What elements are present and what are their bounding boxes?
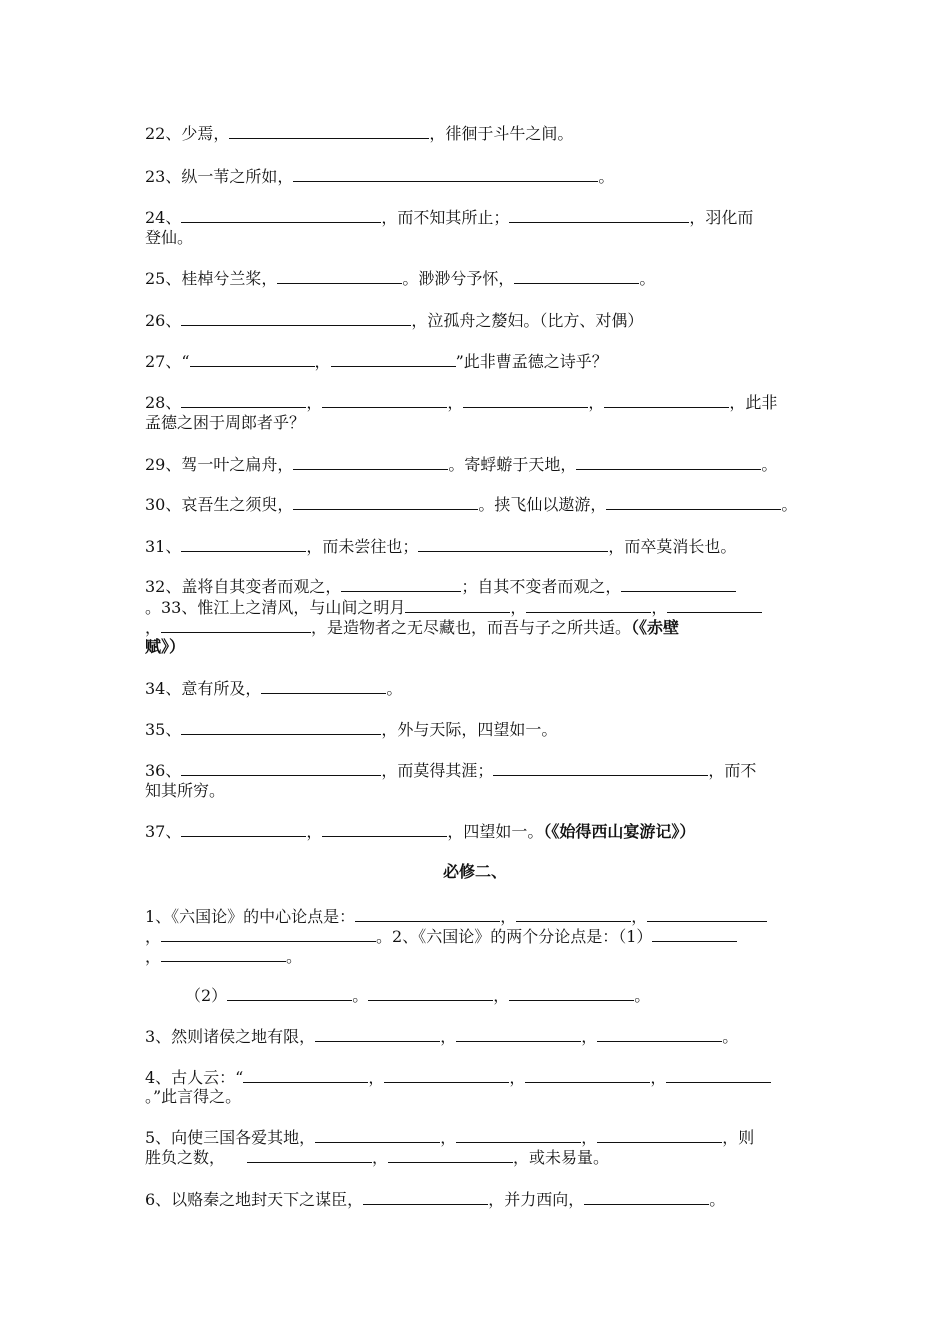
section-heading: 必修二、 <box>442 862 507 881</box>
question-text: 孟德之困于周郎者乎？ <box>145 413 306 432</box>
question-text: 胜负之数， <box>145 1148 226 1167</box>
question-text: ，徘徊于斗牛之间。 <box>429 124 574 143</box>
question-text: 1、《六国论》的中心论点是： <box>145 907 356 926</box>
answer-blank[interactable] <box>456 1127 581 1143</box>
question-25 <box>145 268 655 289</box>
question-text: ，而卒莫消长也。 <box>608 537 737 556</box>
answer-blank[interactable] <box>355 906 500 922</box>
question-text: ， <box>306 393 323 412</box>
answer-blank[interactable] <box>277 268 402 284</box>
question-text: 。 <box>634 986 651 1005</box>
question-text: ， <box>447 393 464 412</box>
question-text: ， <box>581 1027 598 1046</box>
question-text: ，泣孤舟之嫠妇。（比方、对偶） <box>411 311 644 330</box>
question-text: （2） <box>185 986 228 1005</box>
answer-blank[interactable] <box>597 1127 722 1143</box>
question-33-source <box>145 637 185 657</box>
question-text: ，而莫得其涯； <box>381 761 494 780</box>
answer-blank[interactable] <box>456 1026 581 1042</box>
question-text: 。挟飞仙以遨游， <box>478 495 607 514</box>
question-text: 。 <box>781 495 798 514</box>
question-text: ”此非曹孟德之诗乎？ <box>455 352 608 371</box>
question-text: ， <box>651 598 668 617</box>
question-text: 5、向使三国各爱其地， <box>145 1128 316 1147</box>
answer-blank[interactable] <box>181 310 411 326</box>
question-text: ， <box>145 947 162 966</box>
question-b2 <box>145 926 737 947</box>
question-b5 <box>145 1127 754 1148</box>
question-b5-continued <box>145 1147 609 1168</box>
question-text: 4、古人云：“ <box>145 1068 244 1087</box>
answer-blank[interactable] <box>514 268 639 284</box>
answer-blank[interactable] <box>181 207 381 223</box>
question-text: ， <box>372 1148 389 1167</box>
answer-blank[interactable] <box>405 597 510 613</box>
answer-blank[interactable] <box>526 597 651 613</box>
question-text: 。 <box>761 455 778 474</box>
question-23 <box>145 166 614 187</box>
question-22 <box>145 123 573 144</box>
answer-blank[interactable] <box>509 985 634 1001</box>
question-text: ， <box>500 907 517 926</box>
answer-blank[interactable] <box>647 906 767 922</box>
question-text: 。 <box>386 679 403 698</box>
answer-blank[interactable] <box>666 1067 771 1083</box>
question-29 <box>145 454 777 475</box>
answer-blank[interactable] <box>493 760 708 776</box>
answer-blank[interactable] <box>621 576 736 592</box>
question-36 <box>145 760 756 781</box>
question-b4 <box>145 1067 771 1088</box>
question-24 <box>145 207 753 228</box>
question-27 <box>145 351 608 372</box>
question-text: ；自其不变者而观之， <box>461 577 622 596</box>
question-b2-part2 <box>185 985 650 1006</box>
question-31 <box>145 536 736 557</box>
answer-blank[interactable] <box>161 946 286 962</box>
answer-blank[interactable] <box>322 392 447 408</box>
question-text: ，而不知其所止； <box>381 208 510 227</box>
question-33-continued <box>145 617 679 638</box>
question-32 <box>145 576 736 597</box>
question-text: 。渺渺兮予怀， <box>402 269 515 288</box>
source-citation: 赋》） <box>145 637 186 656</box>
answer-blank[interactable] <box>363 1189 488 1205</box>
answer-blank[interactable] <box>181 719 381 735</box>
answer-blank[interactable] <box>181 821 306 837</box>
answer-blank[interactable] <box>315 1026 440 1042</box>
answer-blank[interactable] <box>293 166 598 182</box>
answer-blank[interactable] <box>261 678 386 694</box>
answer-blank[interactable] <box>293 454 448 470</box>
question-text: 3、然则诸侯之地有限， <box>145 1027 316 1046</box>
question-text: 31、 <box>145 537 182 556</box>
question-text: 28、 <box>145 393 182 412</box>
answer-blank[interactable] <box>597 1026 722 1042</box>
answer-blank[interactable] <box>509 207 689 223</box>
question-text: 30、哀吾生之须臾， <box>145 495 294 514</box>
question-text: 24、 <box>145 208 182 227</box>
question-text: ， <box>440 1027 457 1046</box>
question-text: ，则 <box>722 1128 755 1147</box>
question-text: ，此非 <box>729 393 778 412</box>
answer-blank[interactable] <box>384 1067 509 1083</box>
question-text: 。2、《六国论》的两个分论点是：（1） <box>376 927 653 946</box>
question-text: ，而不 <box>708 761 757 780</box>
question-text: ，羽化而 <box>689 208 754 227</box>
question-text: ，外与天际，四望如一。 <box>381 720 558 739</box>
answer-blank[interactable] <box>576 454 761 470</box>
source-citation: （《赤壁 <box>631 618 680 637</box>
question-text: 。 <box>639 269 656 288</box>
question-text: 。 <box>709 1190 726 1209</box>
question-text: 36、 <box>145 761 182 780</box>
answer-blank[interactable] <box>463 392 588 408</box>
answer-blank[interactable] <box>229 123 429 139</box>
question-35 <box>145 719 557 740</box>
question-b2-continued <box>145 946 302 967</box>
answer-blank[interactable] <box>525 1067 650 1083</box>
question-26 <box>145 310 643 331</box>
question-text: 26、 <box>145 311 182 330</box>
question-text: ，是造物者之无尽藏也，而吾与子之所共适。 <box>311 618 632 637</box>
answer-blank[interactable] <box>181 760 381 776</box>
question-30 <box>145 494 797 515</box>
question-text: ， <box>510 598 527 617</box>
question-37 <box>145 821 695 842</box>
question-text: ， <box>314 352 331 371</box>
question-b1 <box>145 906 767 927</box>
question-text: ， <box>440 1128 457 1147</box>
question-text: ， <box>145 927 162 946</box>
question-b4-continued <box>145 1087 241 1107</box>
question-b3 <box>145 1026 738 1047</box>
question-text: 。33、惟江上之清风，与山间之明月 <box>145 598 406 617</box>
answer-blank[interactable] <box>181 536 306 552</box>
answer-blank[interactable] <box>190 351 315 367</box>
question-text: 22、少焉， <box>145 124 230 143</box>
question-text: ， <box>581 1128 598 1147</box>
answer-blank[interactable] <box>341 576 461 592</box>
question-text: 。 <box>352 986 369 1005</box>
question-text: ， <box>145 618 162 637</box>
question-text: ， <box>650 1068 667 1087</box>
question-text: ，而未尝往也； <box>306 537 419 556</box>
question-text: 。”此言得之。 <box>145 1087 242 1106</box>
answer-blank[interactable] <box>584 1189 709 1205</box>
question-28 <box>145 392 777 413</box>
source-citation: （《始得西山宴游记》） <box>543 822 696 841</box>
question-33 <box>145 597 762 618</box>
answer-blank[interactable] <box>516 906 631 922</box>
question-text: 。 <box>286 947 303 966</box>
question-text: 29、驾一叶之扁舟， <box>145 455 294 474</box>
question-28-continued <box>145 413 305 433</box>
question-text: ， <box>368 1068 385 1087</box>
question-text: ，并力西向， <box>488 1190 585 1209</box>
question-text: 32、盖将自其变者而观之， <box>145 577 342 596</box>
question-text: ，或未易量。 <box>513 1148 610 1167</box>
question-text: 。 <box>598 167 615 186</box>
question-text: 登仙。 <box>145 228 194 247</box>
question-b6 <box>145 1189 725 1210</box>
question-text: ， <box>631 907 648 926</box>
answer-blank[interactable] <box>181 392 306 408</box>
question-text: ， <box>509 1068 526 1087</box>
answer-blank[interactable] <box>652 926 737 942</box>
answer-blank[interactable] <box>293 494 478 510</box>
question-text: ，四望如一。 <box>447 822 544 841</box>
answer-blank[interactable] <box>227 985 352 1001</box>
question-text: 25、桂棹兮兰桨， <box>145 269 278 288</box>
question-text: 。寄蜉蝣于天地， <box>448 455 577 474</box>
answer-blank[interactable] <box>368 985 493 1001</box>
question-text: ， <box>493 986 510 1005</box>
answer-blank[interactable] <box>247 1147 372 1163</box>
answer-blank[interactable] <box>315 1127 440 1143</box>
question-text: 23、纵一苇之所如， <box>145 167 294 186</box>
answer-blank[interactable] <box>388 1147 513 1163</box>
answer-blank[interactable] <box>606 494 781 510</box>
answer-blank[interactable] <box>322 821 447 837</box>
answer-blank[interactable] <box>604 392 729 408</box>
question-34 <box>145 678 402 699</box>
question-text: ， <box>588 393 605 412</box>
question-text: ， <box>306 822 323 841</box>
answer-blank[interactable] <box>161 617 311 633</box>
answer-blank[interactable] <box>243 1067 368 1083</box>
question-text: 知其所穷。 <box>145 781 226 800</box>
answer-blank[interactable] <box>331 351 456 367</box>
question-text: 37、 <box>145 822 182 841</box>
answer-blank[interactable] <box>667 597 762 613</box>
question-text: 35、 <box>145 720 182 739</box>
answer-blank[interactable] <box>418 536 608 552</box>
question-text: 34、意有所及， <box>145 679 262 698</box>
question-36-continued <box>145 781 225 801</box>
question-24-continued <box>145 228 193 248</box>
answer-blank[interactable] <box>161 926 376 942</box>
question-text: 27、“ <box>145 352 190 371</box>
question-text: 。 <box>722 1027 739 1046</box>
question-text: 6、以赂秦之地封天下之谋臣， <box>145 1190 364 1209</box>
